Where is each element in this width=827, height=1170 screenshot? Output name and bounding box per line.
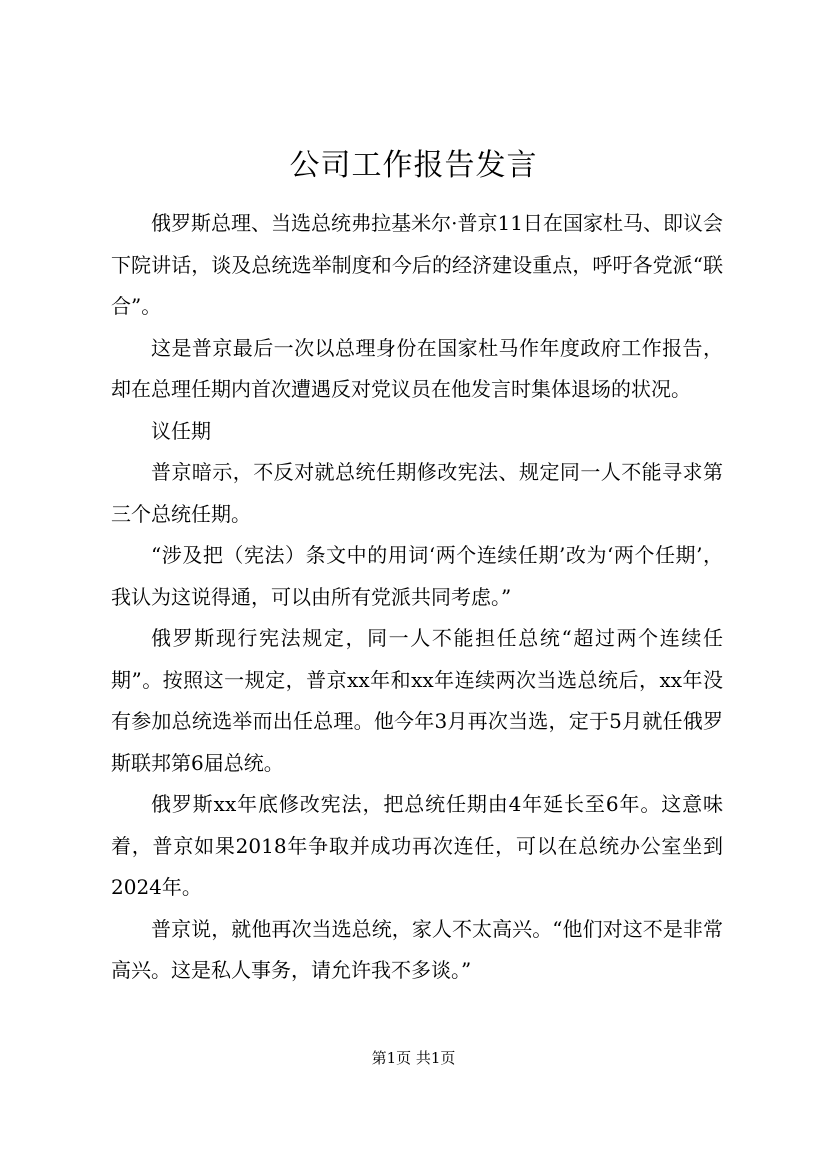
paragraph: 这是普京最后一次以总理身份在国家杜马作年度政府工作报告，却在总理任期内首次遭遇反对党议员在他发言时集体退场的状况。 <box>111 335 723 401</box>
paragraph: 俄罗斯现行宪法规定，同一人不能担任总统“超过两个连续任期”。按照这一规定，普京xx年和xx年连续两次当选总统后，xx年没有参加总统选举而出任总理。他今年3月再次当选，定于5月就任俄罗斯联邦第6届总统。 <box>111 626 723 775</box>
document-body <box>111 203 723 992</box>
page-footer: 第1页 共1页 <box>371 1049 456 1067</box>
paragraph: 俄罗斯总理、当选总统弗拉基米尔·普京11日在国家杜马、即议会下院讲话，谈及总统选举制度和今后的经济建设重点，呼吁各党派“联合”。 <box>111 211 723 318</box>
paragraph: “涉及把（宪法）条文中的用词‘两个连续任期’改为‘两个任期’，我认为这说得通，可以由所有党派共同考虑。” <box>111 543 723 609</box>
paragraph: 普京暗示，不反对就总统任期修改宪法、规定同一人不能寻求第三个总统任期。 <box>111 460 723 526</box>
document-title: 公司工作报告发言 <box>289 148 538 183</box>
section-heading: 议任期 <box>151 418 211 443</box>
paragraph: 俄罗斯xx年底修改宪法，把总统任期由4年延长至6年。这意味着，普京如果2018年争取并成功再次连任，可以在总统办公室坐到2024年。 <box>111 792 723 899</box>
paragraph: 普京说，就他再次当选总统，家人不太高兴。“他们对这不是非常高兴。这是私人事务，请允许我不多谈。” <box>111 916 723 982</box>
